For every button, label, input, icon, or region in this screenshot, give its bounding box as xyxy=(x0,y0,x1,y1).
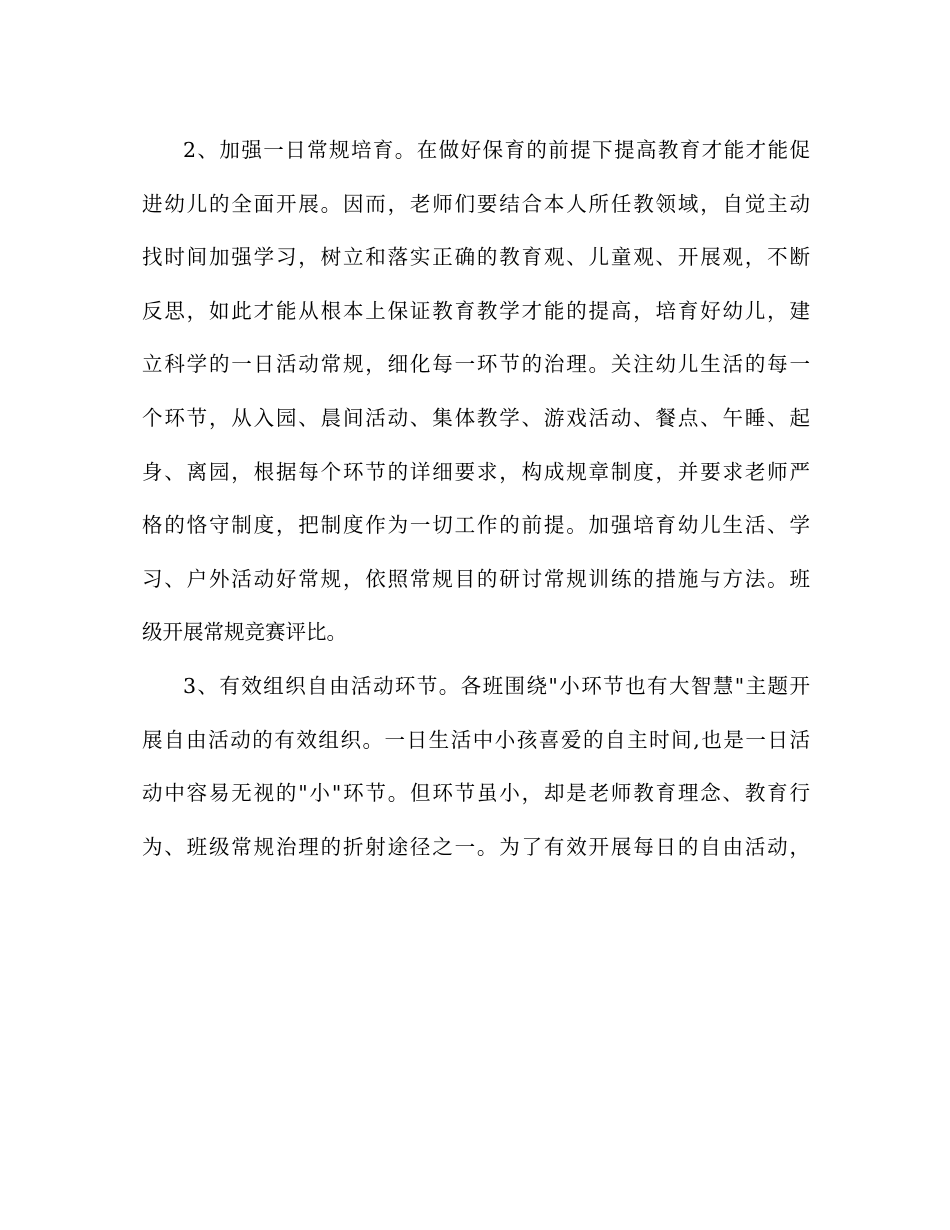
paragraph-1-line-7: 身、离园，根据每个环节的详细要求，构成规章制度，并要求老师严 xyxy=(142,459,810,484)
body-text xyxy=(142,124,810,874)
paragraph-1-line-3: 找时间加强学习，树立和落实正确的教育观、儿童观、开展观，不断 xyxy=(142,245,810,270)
paragraph-2-line-1: 3、有效组织自由活动环节。各班围绕"小环节也有大智慧"主题开 xyxy=(183,673,810,698)
paragraph-1-line-6: 个环节，从入园、晨间活动、集体教学、游戏活动、餐点、午睡、起 xyxy=(142,405,810,430)
paragraph-2-line-3: 动中容易无视的"小"环节。但环节虽小，却是老师教育理念、教育行 xyxy=(142,781,810,806)
paragraph-1-line-2: 进幼儿的全面开展。因而，老师们要结合本人所任教领域，自觉主动 xyxy=(142,191,810,216)
paragraph-1-line-5: 立科学的一日活动常规，细化每一环节的治理。关注幼儿生活的每一 xyxy=(142,352,810,377)
paragraph-1-line-4: 反思，如此才能从根本上保证教育教学才能的提高，培育好幼儿，建 xyxy=(142,298,810,323)
paragraph-1-line-9: 习、户外活动好常规，依照常规目的研讨常规训练的措施与方法。班 xyxy=(142,566,810,591)
paragraph-1-line-8: 格的恪守制度，把制度作为一切工作的前提。加强培育幼儿生活、学 xyxy=(142,513,810,538)
paragraph-2-line-4: 为、班级常规治理的折射途径之一。为了有效开展每日的自由活动， xyxy=(142,834,810,859)
paragraph-1-line-10: 级开展常规竞赛评比。 xyxy=(142,620,347,645)
paragraph-1-line-1: 2、加强一日常规培育。在做好保育的前提下提高教育才能才能促 xyxy=(183,138,810,162)
paragraph-2-line-2: 展自由活动的有效组织。一日生活中小孩喜爱的自主时间,也是一日活 xyxy=(142,727,810,752)
